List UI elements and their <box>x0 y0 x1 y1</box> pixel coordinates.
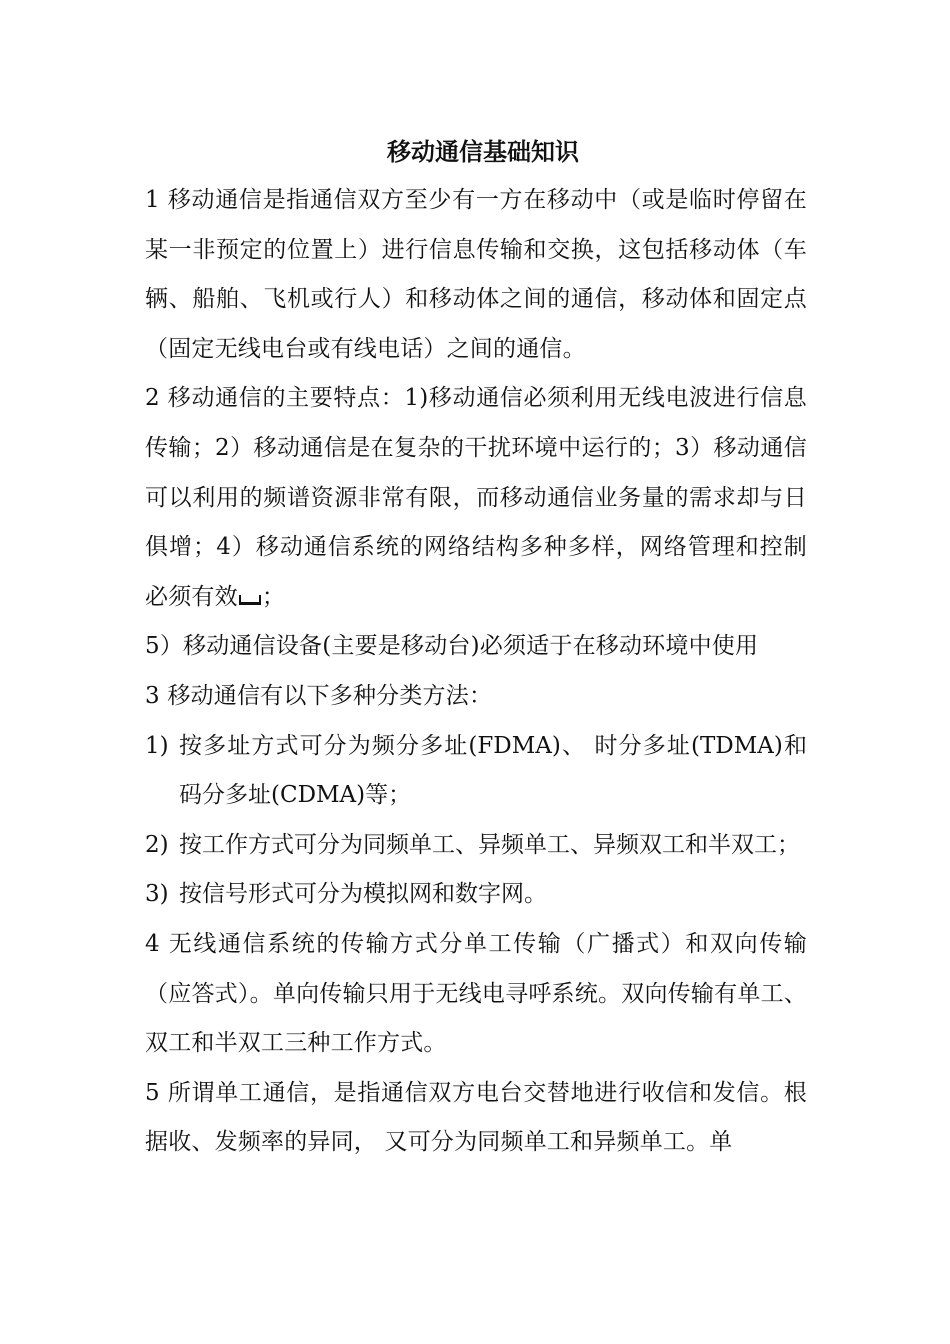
paragraph-2-text: 2 移动通信的主要特点：1)移动通信必须利用无线电波进行信息传输；2）移动通信是在复杂的干扰环境中运行的；3）移动通信可以利用的频谱资源非常有限，而移动通信业务量的需求却与日俱增；4）移动通信系统的网络结构多种多样，网络管理和控制必须有效 <box>145 385 807 610</box>
paragraph-6: 5 所谓单工通信，是指通信双方电台交替地进行收信和发信。根据收、发频率的异同， 又可分为同频单工和异频单工。单 <box>145 1079 807 1156</box>
list-item <box>145 722 807 821</box>
list-item-text: 按工作方式可分为同频单工、异频单工、异频双工和半双工； <box>179 831 800 858</box>
list-item-text: 按信号形式可分为模拟网和数字网。 <box>179 881 547 908</box>
paragraph-5: 4 无线通信系统的传输方式分单工传输（广播式）和双向传输（应答式）。单向传输只用于无线电寻呼系统。双向传输有单工、双工和半双工三种工作方式。 <box>145 930 807 1057</box>
document-page <box>145 128 807 1168</box>
paragraph-2-end: ； <box>261 583 286 610</box>
list-item-number: 2) <box>145 831 169 858</box>
placeholder-mark-icon <box>239 595 261 605</box>
document-title: 移动通信基础知识 <box>387 137 579 166</box>
list-item-number: 3) <box>145 881 169 908</box>
paragraph-1: 1 移动通信是指通信双方至少有一方在移动中（或是临时停留在某一非预定的位置上）进行信息传输和交换，这包括移动体（车辆、船舶、飞机或行人）和移动体之间的通信，移动体和固定点（固定无线电台或有线电话）之间的通信。 <box>145 187 807 362</box>
list-item-number: 1) <box>145 732 169 759</box>
list-item-text: 按多址方式可分为频分多址(FDMA)、 时分多址(TDMA)和码分多址(CDMA)等； <box>179 732 807 809</box>
paragraph-2 <box>145 374 807 622</box>
paragraph-3: 5）移动通信设备(主要是移动台)必须适于在移动环境中使用 <box>145 633 759 660</box>
list-item <box>145 821 807 871</box>
list-item <box>145 870 807 920</box>
paragraph-4: 3 移动通信有以下多种分类方法： <box>145 682 493 709</box>
